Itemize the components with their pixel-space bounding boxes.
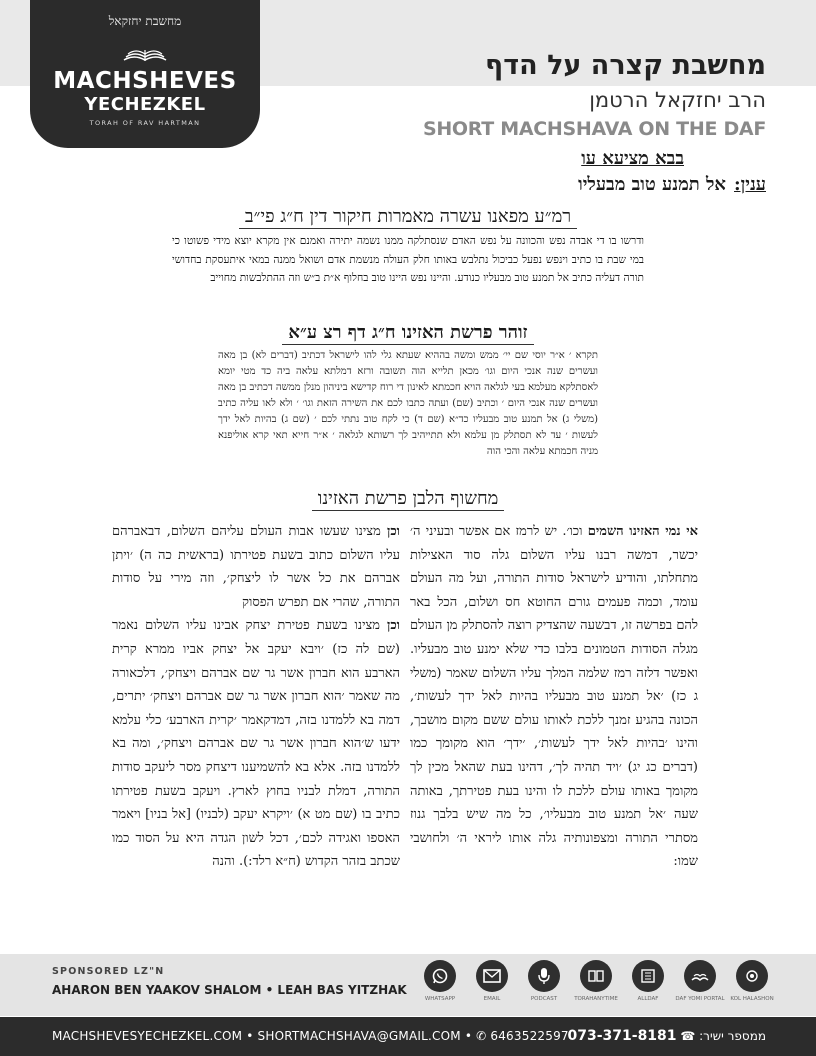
- section-1-title: [0, 206, 816, 227]
- whatsapp-small-icon: ✆: [476, 1029, 491, 1043]
- topic-value: אל תמנע טוב מבעליו: [578, 174, 726, 195]
- podcast-link[interactable]: [518, 960, 570, 1002]
- torahanytime-link[interactable]: [570, 960, 622, 1002]
- alldaf-link[interactable]: [622, 960, 674, 1002]
- sponsor-label: SPONSORED LZ"N: [52, 966, 165, 977]
- website-link[interactable]: MACHSHEVESYECHEZKEL.COM: [52, 1029, 243, 1043]
- opening-words: וכן: [387, 618, 400, 634]
- email-link[interactable]: [466, 960, 518, 1002]
- icon-label: KOL HALASHON: [730, 996, 774, 1002]
- logo-line-2: YECHEZKEL: [84, 94, 206, 115]
- email-address-link[interactable]: SHORTMACHSHAVA@GMAIL.COM: [257, 1029, 461, 1043]
- phone-label: ממספר ישיר:: [699, 1029, 766, 1043]
- main-text-left-column: [112, 520, 400, 950]
- email-icon: [476, 960, 508, 992]
- opening-words: אי נמי האזינו השמים: [587, 524, 698, 539]
- paragraph-text: וכו׳. יש לרמז אם אפשר ובעיני ה׳ יכשר, דמשה רבנו עליו השלום גלה סוד האצילות מתחלתו, והודיע לישראל סודות התורה, ועל מה העולם עומד, וכמה פעמים גורם החוטא חס ושלום, הכל באר להם בפרשה זו, דבשעה שהצדיק רוצה להסתלק מן העולם מגלה הסודות הטמונים בלבו כדי שלא ימנע טוב מבעליו. ואפשר דלזה רמז שלמה המלך עליו השלום שאמר (משלי ג כז) ׳אל תמנע טוב מבעליו בהיות לאל ידך לעשות׳, הכונה בהגיע זמנך ללכת לאותו עולם ששם מקום מושבך, והינו ׳בהיות לאל ידך לעשות׳, ׳ידך׳ הוא מקומך כמו (דברים כג יג) ׳ויד תהיה לך׳, דהינו בעת שהאל מכין לך מקומך באותו עולם ללכת לו והינו בעת פטירתך, באותה שעה ׳אל תמנע טוב מבעליו׳, כל מה שיש בלבך גנוז מסתרי התורה ומצפונותיה גלה אותו ליראי ה׳ ולחושבי שמו:: [410, 524, 698, 870]
- paragraph: [410, 520, 698, 874]
- icon-label: ALLDAF: [637, 996, 659, 1002]
- page-title-english: SHORT MACHSHAVA ON THE DAF: [422, 118, 766, 140]
- section-2-title-text: זוהר פרשת האזינו ח״ג דף רצ ע״א: [282, 322, 533, 345]
- open-book-icon: [122, 44, 168, 64]
- topic-line: [578, 174, 766, 195]
- dafyomi-portal-icon: [684, 960, 716, 992]
- logo-line-1: MACHSHEVES: [53, 68, 237, 94]
- section-1-title-text: רמ״ע מפאנו עשרה מאמרות חיקור דין ח״ג פי״ב: [239, 206, 577, 229]
- paragraph-text: מצינו שעשו אבות העולם עליהם השלום, דבאברהם עליו השלום כתוב בשעת פטירתו (בראשית כה ה) ׳ויתן אברהם את כל אשר לו ליצחק׳, וזה מירי על סודות התורה, שהרי אם תפרש הפסוק: [112, 524, 400, 610]
- whatsapp-icon: [424, 960, 456, 992]
- section-1-body: ודרשו בו די אבדה נפש והכוונה על נפש האדם שנסתלקה ממנו נשמה יתירה ואמנם אין מקרא יוצא מידי פשוטו כי במי שבת בו כתיב וינפש נפעל כביכול נתלבש באותו חלק העולה מנשמת אדם ושואל ממנה במאי איתעסקת בחדושי תורה דעליה כתיב אל תמנע טוב מבעליו כנודע. והיינו נפש היינו טוב בחלוף א״ת ב״ש וזה ההתלבשות מחוייב: [172, 235, 644, 285]
- topic-label: ענין:: [734, 174, 766, 195]
- alldaf-icon: [632, 960, 664, 992]
- opening-words: וכן: [387, 524, 400, 539]
- main-text-right-column: [410, 520, 698, 950]
- logo-tagline: TORAH OF RAV HARTMAN: [89, 119, 201, 127]
- sponsor-names: AHARON BEN YAAKOV SHALOM • LEAH BAS YITZHAK: [52, 983, 407, 997]
- icon-label: EMAIL: [483, 996, 501, 1002]
- kolhalashon-link[interactable]: [726, 960, 778, 1002]
- section-2-title: [0, 322, 816, 343]
- section-3-title-text: מחשוף הלבן פרשת האזינו: [312, 488, 505, 511]
- dafyomi-portal-link[interactable]: [674, 960, 726, 1002]
- whatsapp-number[interactable]: 6463522597: [490, 1029, 569, 1043]
- footer-bar: [0, 1017, 816, 1056]
- whatsapp-link[interactable]: [414, 960, 466, 1002]
- phone-line: [568, 1028, 767, 1044]
- zohar-excerpt: תקרא ׳ א״ר יוסי שם יי׳ ממש ומשה בההיא שעתא גלי להו לישראל דכתיב (דברים לא) בן מאה ועשרים שנה אנכי היום וגו׳ מכאן תלייא הוה תשובה ורזא דמלתא עלאה ביה כד מטי יומא לאסתלקא מעלמא בעי לגלאה הויא חכמתא לאינון די רוח קדישא ביניהון מנלן ממשה דכתיב בן מאה ועשרים שנה אנכי היום ׳ וכתיב (שם) ועתה כתבו לכם את השירה הזאת וגו׳ ׳ ולא לאו עליה כתיב (משלי ג) אל תמנע טוב מבעליו כד״א (שם ד) כי לקח טוב נתתי לכם ׳ (שם ג) בהיות לאל ידך לעשות ׳ עד לא תסתלק מן עלמא ולא תתייהיב לך רשותא לגלאה ׳ א״ר חייא תאי קרא אוליפנא מניה חכמתא עלאה והכי הוה: [218, 350, 598, 457]
- icon-label: WHATSAPP: [424, 996, 456, 1002]
- paragraph-text: מצינו בשעת פטירת יצחק אבינו עליו השלום נאמר (שם לה כז) ׳ויבא יעקב אל יצחק אביו ממרא קרית הארבע הוא חברון אשר גר שם אברהם ויצחק׳, דלכאורה מה שאמר ׳הוא חברון אשר גר שם אברהם ויצחק׳ יתרים, דמה בא ללמדנו בזה, דמדקאמר ׳קרית הארבע׳ כלי עלמא ידעו ש׳הוא חברון אשר גר שם אברהם ויצחק׳, ומה בא ללמדנו בזה. אלא בא להשמיענו דיצחק מסר ליעקב סודות התורה, דמלת לבניו בחוץ לארץ. ויעקב בשעת פטירתו כתיב בו (שם מט א) ׳ויקרא יעקב (לבניו) [אל בניו] ויאמר האספו ואגידה לכם׳, דכל לשון הגדה היא על הסוד כמו שכתב בזהר הקדוש (ח״א רלד:). והנה: [112, 618, 400, 870]
- icon-label: PODCAST: [530, 996, 558, 1002]
- section-3-title: [0, 488, 816, 509]
- platform-links: [414, 960, 784, 1010]
- logo-hebrew-text: מחשבת יחזקאל: [108, 14, 182, 28]
- podcast-icon: [528, 960, 560, 992]
- page-title-hebrew: מחשבת קצרה על הדף: [485, 50, 766, 81]
- logo: [30, 0, 260, 148]
- icon-label: TORAHANYTIME: [574, 996, 618, 1002]
- kolhalashon-icon: [736, 960, 768, 992]
- masechta-heading: בבא מציעא עו: [581, 148, 684, 169]
- paragraph: [112, 520, 400, 614]
- phone-icon: ☎: [676, 1029, 696, 1043]
- torahanytime-icon: [580, 960, 612, 992]
- paragraph: [112, 614, 400, 874]
- footer-contacts: [52, 1029, 569, 1043]
- phone-number[interactable]: 073-371-8181: [567, 1028, 677, 1044]
- author-name: הרב יחזקאל הרטמן: [589, 88, 766, 112]
- separator-dot: •: [246, 1029, 258, 1043]
- separator-dot: •: [464, 1029, 477, 1043]
- icon-label: DAF YOMI PORTAL: [675, 996, 725, 1002]
